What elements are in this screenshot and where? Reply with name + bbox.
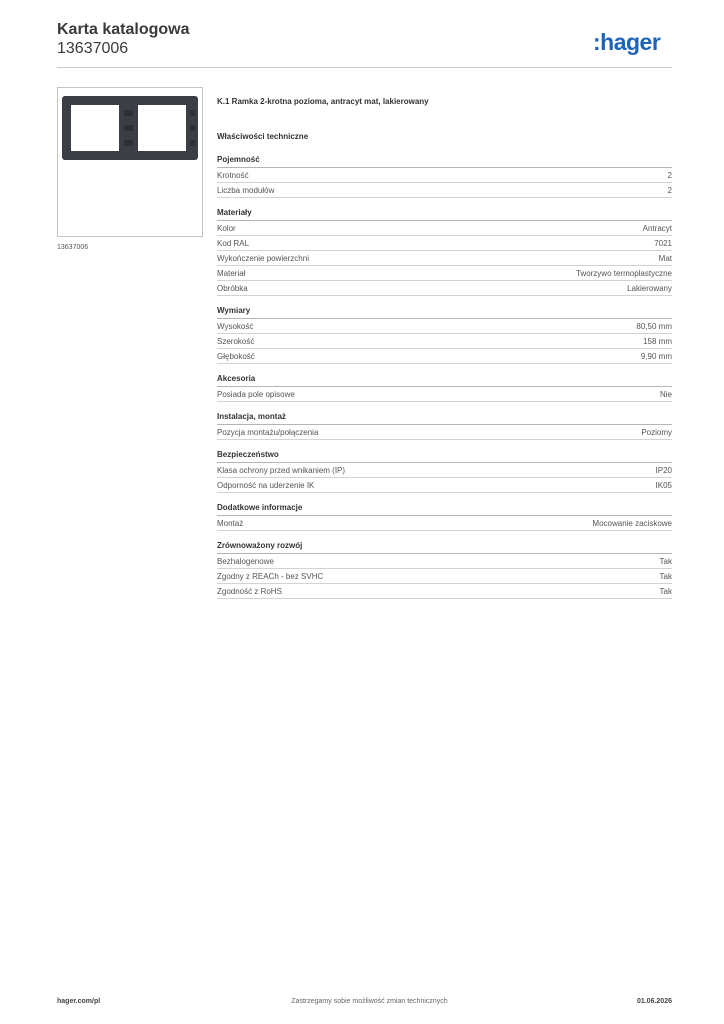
spec-value: Antracyt (642, 224, 672, 233)
spec-row (217, 334, 672, 349)
footer-website[interactable]: hager.com/pl (57, 998, 101, 1005)
spec-label: Liczba modułów (217, 186, 275, 195)
spec-label: Obróbka (217, 284, 248, 293)
document-title: Karta katalogowa (57, 21, 190, 38)
section-title: Akcesoria (217, 372, 672, 387)
spec-value: 158 mm (643, 337, 672, 346)
section-title: Bezpieczeństwo (217, 448, 672, 463)
spec-row (217, 478, 672, 493)
spec-row (217, 463, 672, 478)
spec-label: Wykończenie powierzchni (217, 254, 309, 263)
product-details (217, 96, 672, 607)
spec-value: 80,50 mm (636, 322, 672, 331)
section-title: Pojemność (217, 153, 672, 168)
spec-row (217, 349, 672, 364)
spec-sections (217, 153, 672, 599)
header-divider (57, 67, 672, 68)
spec-row (217, 554, 672, 569)
section-title: Instalacja, montaż (217, 410, 672, 425)
footer-date: 01.06.2026 (636, 998, 672, 1005)
spec-label: Montaż (217, 519, 244, 528)
frame-illustration (58, 88, 202, 236)
spec-value: Mat (658, 254, 672, 263)
spec-row (217, 266, 672, 281)
spec-section (217, 410, 672, 440)
spec-row (217, 236, 672, 251)
product-image (57, 87, 203, 237)
spec-row (217, 168, 672, 183)
spec-label: Wysokość (217, 322, 254, 331)
hager-logo: :hager (593, 29, 661, 55)
spec-label: Bezhalogenowe (217, 557, 274, 566)
footer-note: Zastrzegamy sobie możliwość zmian technicznych (291, 998, 448, 1005)
spec-row (217, 183, 672, 198)
spec-value: IP20 (655, 466, 672, 475)
spec-section (217, 206, 672, 296)
spec-label: Kod RAL (217, 239, 250, 248)
spec-row (217, 387, 672, 402)
spec-value: 9,90 mm (640, 352, 672, 361)
spec-row (217, 221, 672, 236)
spec-row (217, 251, 672, 266)
spec-section (217, 448, 672, 493)
spec-label: Krotność (217, 171, 249, 180)
spec-value: Nie (659, 390, 672, 399)
section-title: Materiały (217, 206, 672, 221)
spec-label: Posiada pole opisowe (217, 390, 295, 399)
product-ref: 13637006 (57, 244, 89, 251)
spec-value: Lakierowany (627, 284, 672, 293)
spec-section (217, 153, 672, 198)
spec-value: Poziomy (641, 428, 672, 437)
spec-row (217, 516, 672, 531)
spec-label: Głębokość (217, 352, 255, 361)
spec-label: Materiał (217, 269, 246, 278)
spec-label: Pozycja montażu/połączenia (217, 428, 319, 437)
document-number: 13637006 (57, 40, 129, 57)
spec-label: Klasa ochrony przed wnikaniem (IP) (217, 466, 346, 475)
spec-value: IK05 (655, 481, 672, 490)
section-title: Wymiary (217, 304, 672, 319)
spec-section (217, 372, 672, 402)
section-title: Dodatkowe informacje (217, 501, 672, 516)
spec-value: 2 (667, 171, 672, 180)
tech-properties-title: Właściwości techniczne (217, 132, 309, 141)
spec-value: 7021 (654, 239, 672, 248)
spec-row (217, 569, 672, 584)
product-description: K.1 Ramka 2-krotna pozioma, antracyt mat, lakierowany (217, 97, 429, 106)
spec-value: Tak (659, 587, 672, 596)
spec-label: Zgodność z RoHS (217, 587, 282, 596)
spec-label: Kolor (217, 224, 236, 233)
spec-section (217, 539, 672, 599)
spec-value: Tak (659, 557, 672, 566)
spec-row (217, 281, 672, 296)
spec-section (217, 304, 672, 364)
spec-row (217, 425, 672, 440)
spec-value: 2 (667, 186, 672, 195)
spec-section (217, 501, 672, 531)
spec-value: Tak (659, 572, 672, 581)
spec-label: Zgodny z REACh - bez SVHC (217, 572, 324, 581)
spec-value: Mocowanie zaciskowe (592, 519, 672, 528)
spec-value: Tworzywo termoplastyczne (575, 269, 672, 278)
document-header (57, 20, 189, 58)
spec-label: Szerokość (217, 337, 255, 346)
spec-row (217, 584, 672, 599)
spec-label: Odporność na uderzenie IK (217, 481, 315, 490)
section-title: Zrównoważony rozwój (217, 539, 672, 554)
spec-row (217, 319, 672, 334)
